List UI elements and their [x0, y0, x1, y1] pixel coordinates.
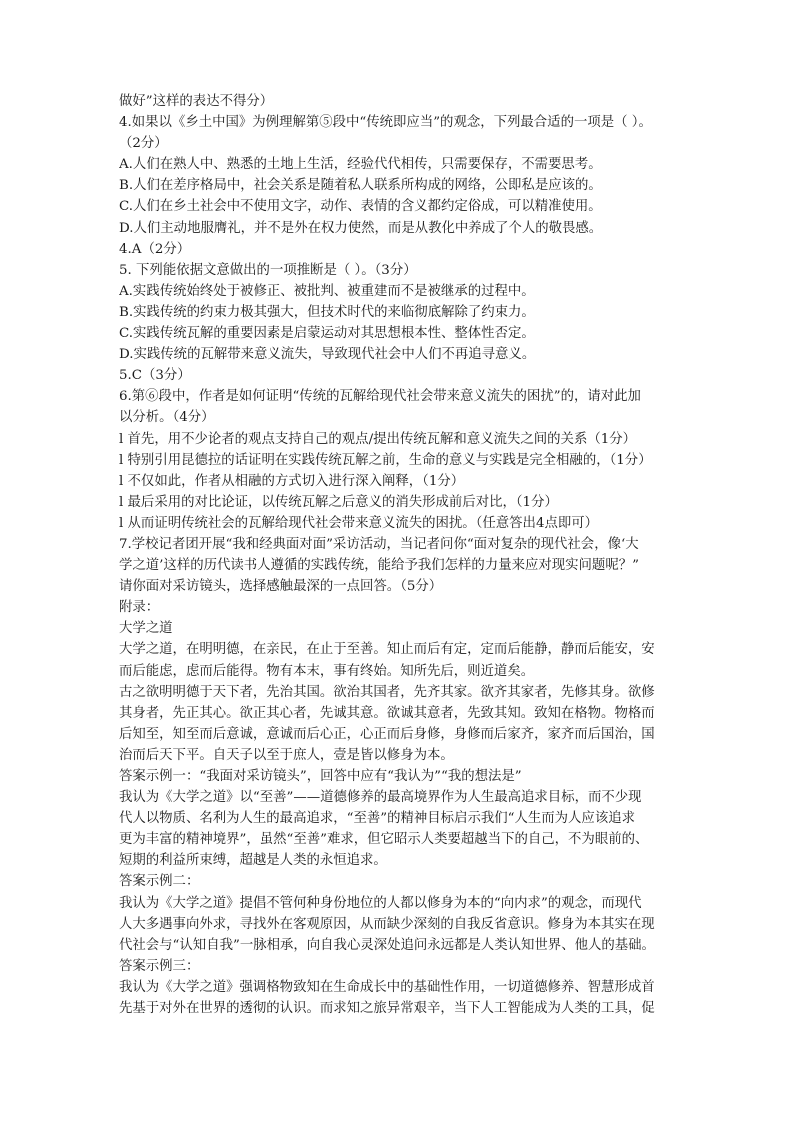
text-line: （2分）: [119, 136, 168, 152]
text-line: 我认为《大学之道》提倡不管何种身份地位的人都以修身为本的“向内求”的观念，而现代: [119, 895, 642, 911]
text-line: 答案示例三：: [119, 958, 200, 974]
text-line: 请你面对采访镜头，选择感触最深的一点回答。（5分）: [119, 579, 443, 595]
text-line: l 从而证明传统社会的瓦解给现代社会带来意义流失的困扰。（任意答出4点即可）: [119, 515, 599, 531]
text-line: 5.C（3分）: [119, 368, 191, 384]
text-line: A.人们在熟人中、熟悉的土地上生活，经验代代相传，只需要保存，不需要思考。: [119, 157, 602, 173]
text-line: D.实践传统的瓦解带来意义流失，导致现代社会中人们不再追寻意义。: [119, 347, 536, 363]
text-line: 而后能虑，虑而后能得。物有本末，事有终始。知所先后，则近道矣。: [119, 663, 535, 679]
text-line: 我认为《大学之道》以“至善”——道德修养的最高境界作为人生最高追求目标，而不少现: [119, 790, 642, 806]
text-line: 以分析。（4分）: [119, 410, 215, 426]
text-line: B.实践传统的约束力极其强大，但技术时代的来临彻底解除了约束力。: [119, 304, 535, 320]
text-line: 先基于对外在世界的透彻的认识。而求知之旅异常艰辛，当下人工智能成为人类的工具，促: [119, 1001, 655, 1017]
text-line: 大学之道: [119, 621, 173, 637]
text-line: 6.第⑥段中，作者是如何证明“传统的瓦解给现代社会带来意义流失的困扰”的，请对此加: [119, 389, 641, 405]
text-line: l 特别引用昆德拉的话证明在实践传统瓦解之前，生命的意义与实践是完全相融的，（1分）: [119, 452, 652, 468]
text-line: 短期的利益所束缚，超越是人类的永恒追求。: [119, 853, 387, 869]
text-line: 代社会与“认知自我”一脉相承，向自我心灵深处追问永远都是人类认知世界、他人的基础。: [119, 937, 655, 953]
text-line: C.实践传统瓦解的重要因素是启蒙运动对其思想根本性、整体性否定。: [119, 326, 535, 342]
text-line: l 最后采用的对比论证，以传统瓦解之后意义的消失形成前后对比，（1分）: [119, 494, 558, 510]
text-line: 人大多遇事向外求，寻找外在客观原因，从而缺少深刻的自我反省意识。修身为本其实在现: [119, 916, 655, 932]
text-line: B.人们在差序格局中，社会关系是随着私人联系所构成的网络，公即私是应该的。: [119, 178, 602, 194]
text-line: 附录：: [119, 600, 160, 616]
text-line: 更为丰富的精神境界”，虽然“至善”难求，但它昭示人类要超越当下的自己，不为眼前的、: [119, 832, 649, 848]
text-line: 其身者，先正其心。欲正其心者，先诚其意。欲诚其意者，先致其知。致知在格物。物格而: [119, 705, 655, 721]
text-line: 后知至，知至而后意诚，意诚而后心正，心正而后身修，身修而后家齐，家齐而后国治，国: [119, 726, 655, 742]
text-line: 7.学校记者团开展“我和经典面对面”采访活动，当记者问你“面对复杂的现代社会，像‘大: [119, 536, 639, 552]
text-line: D.人们主动地服膺礼，并不是外在权力使然，而是从教化中养成了个人的敬畏感。: [119, 220, 603, 236]
text-line: 代人以物质、名利为人生的最高追求，“至善”的精神目标启示我们“人生而为人应该追求: [119, 811, 635, 827]
text-line: A.实践传统始终处于被修正、被批判、被重建而不是被继承的过程中。: [119, 283, 535, 299]
text-line: 4.A（2分）: [119, 241, 191, 257]
text-line: l 首先，用不少论者的观点支持自己的观点/提出传统瓦解和意义流失之间的关系（1分）: [119, 431, 637, 447]
text-line: 古之欲明明德于天下者，先治其国。欲治其国者，先齐其家。欲齐其家者，先修其身。欲修: [119, 684, 655, 700]
text-line: C.人们在乡土社会中不使用文字，动作、表情的含义都约定俗成，可以精准使用。: [119, 199, 602, 215]
text-line: 4.如果以《乡土中国》为例理解第⑤段中“传统即应当”的观念，下列最合适的一项是（ ）。: [119, 115, 652, 131]
text-line: 我认为《大学之道》强调格物致知在生命成长中的基础性作用，一切道德修养、智慧形成首: [119, 979, 655, 995]
text-line: 学之道’这样的历代读书人遵循的实践传统，能给予我们怎样的力量来应对现实问题呢？”: [119, 558, 639, 574]
text-line: 大学之道，在明明德，在亲民，在止于至善。知止而后有定，定而后能静，静而后能安，安: [119, 642, 655, 658]
text-line: 答案示例二：: [119, 874, 200, 890]
text-line: l 不仅如此，作者从相融的方式切入进行深入阐释，（1分）: [119, 473, 465, 489]
text-line: 5. 下列能依据文意做出的一项推断是（ ）。（3分）: [119, 262, 417, 278]
text-line: 治而后天下平。自天子以至于庶人，壹是皆以修身为本。: [119, 747, 454, 763]
text-line: 做好”这样的表达不得分）: [119, 94, 274, 109]
text-line: 答案示例一：“我面对采访镜头”，回答中应有“我认为”“我的想法是”: [119, 769, 522, 784]
